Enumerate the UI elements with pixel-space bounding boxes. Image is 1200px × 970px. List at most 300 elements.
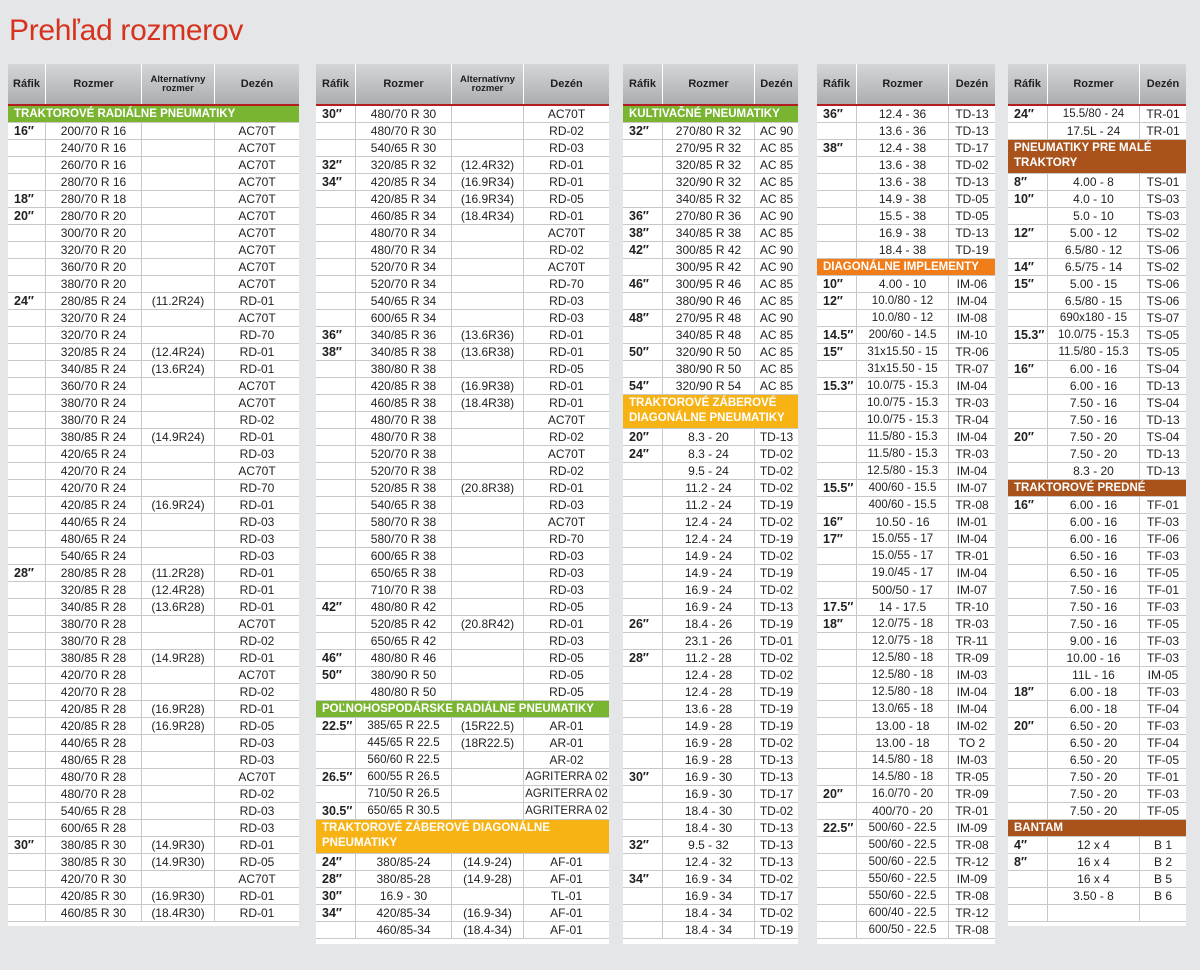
- cell-size: 460/85-34: [356, 922, 452, 938]
- table-row: [623, 888, 798, 905]
- cell-rim: [623, 718, 663, 734]
- table-row: [623, 650, 798, 667]
- cell-rim: [8, 395, 46, 411]
- cell-size: 11.2 - 24: [663, 480, 755, 496]
- cell-alt: (13.6R28): [142, 599, 215, 615]
- cell-tread: RD-01: [239, 498, 275, 512]
- cell-rim: [1008, 310, 1048, 326]
- cell-rim: 10″: [817, 276, 857, 292]
- table-row: [623, 140, 798, 157]
- table-row: [1008, 650, 1186, 667]
- table-header: [316, 64, 609, 106]
- cell-alt: (18.4R30): [142, 905, 215, 921]
- table-row: [817, 412, 995, 429]
- cell-rim: [623, 752, 663, 768]
- cell-tread: TD-05: [955, 192, 989, 206]
- cell-size: 10.0/75 - 15.3: [857, 378, 949, 394]
- cell-rim: [817, 582, 857, 598]
- cell-tread: TD-02: [759, 481, 794, 495]
- cell-size: 340/85 R 24: [46, 361, 142, 377]
- cell-alt: [142, 327, 215, 343]
- table-row: [1008, 735, 1186, 752]
- cell-tread: TD-13: [1146, 464, 1180, 478]
- cell-tread: RD-03: [239, 532, 275, 546]
- cell-rim: [316, 633, 356, 649]
- cell-tread: RD-02: [239, 685, 275, 699]
- cell-tread: AC 85: [759, 192, 794, 206]
- cell-size: 14 - 17.5: [857, 599, 949, 615]
- cell-tread: TD-13: [759, 838, 794, 852]
- cell-size: 320/90 R 50: [663, 344, 755, 360]
- cell-tread: RD-01: [549, 175, 584, 189]
- table-row: [623, 514, 798, 531]
- cell-rim: [1008, 531, 1048, 547]
- cell-size: 440/65 R 24: [46, 514, 142, 530]
- cell-alt: [452, 599, 524, 615]
- table-row: [1008, 446, 1186, 463]
- cell-tread: TS-04: [1146, 362, 1180, 376]
- table-row: [316, 531, 609, 548]
- cell-rim: 12″: [817, 293, 857, 309]
- cell-rim: [623, 157, 663, 173]
- table-row: [623, 208, 798, 225]
- cell-rim: [817, 752, 857, 768]
- cell-size: 23.1 - 26: [663, 633, 755, 649]
- table-row: [623, 259, 798, 276]
- cell-rim: [8, 327, 46, 343]
- cell-tread: RD-03: [549, 294, 584, 308]
- table-row: [316, 480, 609, 497]
- cell-size: 420/85 R 28: [46, 718, 142, 734]
- cell-tread: RD-02: [549, 124, 584, 138]
- cell-size: 9.5 - 24: [663, 463, 755, 479]
- cell-size: 320/85 R 24: [46, 344, 142, 360]
- cell-size: 9.00 - 16: [1048, 633, 1140, 649]
- cell-alt: [452, 106, 524, 122]
- cell-rim: 20″: [1008, 429, 1048, 445]
- cell-size: 16.9 - 24: [663, 582, 755, 598]
- table-row: [1008, 123, 1186, 140]
- cell-rim: [316, 684, 356, 700]
- cell-rim: [316, 548, 356, 564]
- cell-rim: 15″: [1008, 276, 1048, 292]
- table-row: [8, 429, 299, 446]
- cell-rim: 24″: [1008, 106, 1048, 122]
- table-row: [1008, 259, 1186, 276]
- table-row: [817, 922, 995, 939]
- cell-rim: 38″: [316, 344, 356, 360]
- cell-size: 15.5/80 - 24: [1048, 106, 1140, 122]
- table-row: [1008, 463, 1186, 480]
- cell-rim: [316, 395, 356, 411]
- cell-size: 380/90 R 50: [663, 361, 755, 377]
- cell-rim: [817, 463, 857, 479]
- table-row: [8, 565, 299, 582]
- cell-size: 320/85 R 32: [356, 157, 452, 173]
- table-row: [1008, 225, 1186, 242]
- cell-alt: [142, 684, 215, 700]
- table-row: [8, 480, 299, 497]
- table-row: [623, 157, 798, 174]
- cell-tread: RD-02: [549, 464, 584, 478]
- cell-size: 18.4 - 34: [663, 905, 755, 921]
- cell-rim: [8, 412, 46, 428]
- header-rim: Ráfik: [623, 64, 663, 104]
- header-tread: Dezén: [955, 77, 989, 90]
- table-row: [316, 344, 609, 361]
- table-row: [817, 429, 995, 446]
- cell-size: 480/80 R 42: [356, 599, 452, 615]
- cell-tread: TD-13: [955, 226, 989, 240]
- table-row: [623, 361, 798, 378]
- cell-rim: [8, 752, 46, 768]
- cell-size: 200/70 R 16: [46, 123, 142, 139]
- table-row: [1008, 242, 1186, 259]
- table-row: [817, 650, 995, 667]
- cell-size: 520/70 R 38: [356, 463, 452, 479]
- cell-tread: RD-02: [549, 243, 584, 257]
- table-row: [1008, 803, 1186, 820]
- table-row: [623, 429, 798, 446]
- cell-rim: [817, 633, 857, 649]
- cell-size: 12.5/80 - 18: [857, 684, 949, 700]
- cell-rim: [1008, 208, 1048, 224]
- cell-tread: RD-05: [549, 362, 584, 376]
- cell-rim: 46″: [316, 650, 356, 666]
- cell-size: 380/85 R 28: [46, 650, 142, 666]
- cell-size: 15.0/55 - 17: [857, 531, 949, 547]
- table-row: [8, 174, 299, 191]
- cell-size: 10.0/75 - 15.3: [1048, 327, 1140, 343]
- section-header: PNEUMATIKY PRE MALÉ TRAKTORY: [1008, 140, 1186, 174]
- cell-rim: 32″: [316, 157, 356, 173]
- cell-tread: AC 85: [759, 277, 794, 291]
- cell-size: 18.4 - 38: [857, 242, 949, 258]
- cell-rim: 30″: [316, 888, 356, 904]
- cell-rim: [316, 463, 356, 479]
- table-row: [316, 803, 609, 820]
- table-row: [623, 225, 798, 242]
- cell-size: 9.5 - 32: [663, 837, 755, 853]
- cell-tread: TD-17: [955, 141, 989, 155]
- cell-size: 5.0 - 10: [1048, 208, 1140, 224]
- cell-tread: TD-19: [955, 243, 989, 257]
- cell-tread: TD-13: [759, 855, 794, 869]
- cell-rim: [316, 412, 356, 428]
- cell-tread: RD-05: [239, 719, 275, 733]
- cell-rim: [623, 259, 663, 275]
- table-row: [8, 293, 299, 310]
- table-row: [8, 769, 299, 786]
- cell-tread: TD-02: [759, 906, 794, 920]
- section-header: DIAGONÁLNE IMPLEMENTY: [817, 259, 995, 276]
- cell-size: 17.5L - 24: [1048, 123, 1140, 139]
- table-row: [1008, 514, 1186, 531]
- cell-size: 380/80 R 38: [356, 361, 452, 377]
- table-row: [1008, 412, 1186, 429]
- cell-alt: (11.2R24): [142, 293, 215, 309]
- table-row: [316, 259, 609, 276]
- cell-size: 16.9 - 30: [663, 786, 755, 802]
- table-row: [623, 531, 798, 548]
- table-row: [623, 565, 798, 582]
- cell-alt: [452, 225, 524, 241]
- cell-size: 320/70 R 24: [46, 310, 142, 326]
- cell-tread: AC70T: [238, 243, 276, 257]
- table-row: [316, 208, 609, 225]
- cell-tread: TD-02: [759, 583, 794, 597]
- cell-tread: RD-01: [549, 396, 584, 410]
- table-row: [316, 565, 609, 582]
- table-header: [1008, 64, 1186, 106]
- cell-rim: 50″: [316, 667, 356, 683]
- cell-rim: [1008, 565, 1048, 581]
- cell-tread: B 6: [1153, 889, 1172, 903]
- cell-rim: 10″: [1008, 191, 1048, 207]
- cell-size: 16.9 - 30: [663, 769, 755, 785]
- table-row: [316, 871, 609, 888]
- cell-alt: (18.4R34): [452, 208, 524, 224]
- cell-alt: (11.2R28): [142, 565, 215, 581]
- table-row: [623, 378, 798, 395]
- cell-size: 540/65 R 38: [356, 497, 452, 513]
- cell-tread: TD-19: [759, 617, 794, 631]
- cell-rim: 32″: [623, 123, 663, 139]
- cell-tread: RD-70: [549, 277, 584, 291]
- cell-size: 7.50 - 16: [1048, 412, 1140, 428]
- cell-alt: (18.4-34): [452, 922, 524, 938]
- cell-tread: RD-01: [239, 583, 275, 597]
- table-row: [817, 480, 995, 497]
- cell-size: 200/60 - 14.5: [857, 327, 949, 343]
- cell-alt: [142, 531, 215, 547]
- table-row: [1008, 378, 1186, 395]
- cell-tread: RD-03: [549, 141, 584, 155]
- cell-rim: [817, 718, 857, 734]
- cell-alt: [452, 412, 524, 428]
- cell-rim: [1008, 633, 1048, 649]
- cell-rim: 20″: [817, 786, 857, 802]
- cell-size: 710/50 R 26.5: [356, 786, 452, 802]
- cell-tread: AF-01: [550, 855, 583, 869]
- table-row: [1008, 361, 1186, 378]
- table-row: [316, 429, 609, 446]
- cell-tread: B 1: [1153, 838, 1172, 852]
- cell-tread: IM-04: [956, 379, 988, 393]
- table-row: [8, 820, 299, 837]
- cell-alt: [142, 803, 215, 819]
- cell-rim: [316, 735, 356, 751]
- cell-rim: 14.5″: [817, 327, 857, 343]
- table-row: [623, 616, 798, 633]
- cell-alt: [452, 463, 524, 479]
- cell-rim: [1008, 599, 1048, 615]
- table-row: [316, 242, 609, 259]
- header-tread: Dezén: [1146, 77, 1180, 90]
- cell-alt: [452, 531, 524, 547]
- cell-alt: [142, 633, 215, 649]
- cell-alt: (16.9R38): [452, 378, 524, 394]
- table-row: [817, 599, 995, 616]
- table-row: [623, 922, 798, 939]
- cell-size: 7.50 - 20: [1048, 786, 1140, 802]
- cell-tread: B 2: [1153, 855, 1172, 869]
- table-row: [817, 548, 995, 565]
- cell-rim: [316, 565, 356, 581]
- table-row: [817, 803, 995, 820]
- cell-alt: (12.4R32): [452, 157, 524, 173]
- table-row: [316, 174, 609, 191]
- cell-size: 31x15.50 - 15: [857, 344, 949, 360]
- table-row: [8, 531, 299, 548]
- cell-size: 500/60 - 22.5: [857, 837, 949, 853]
- cell-size: 400/70 - 20: [857, 803, 949, 819]
- cell-tread: AC70T: [238, 209, 276, 223]
- cell-size: 710/70 R 38: [356, 582, 452, 598]
- cell-rim: 34″: [316, 905, 356, 921]
- cell-rim: [623, 174, 663, 190]
- cell-tread: AC70T: [238, 124, 276, 138]
- cell-tread: RD-05: [549, 192, 584, 206]
- table-row: [817, 565, 995, 582]
- table-row: [623, 582, 798, 599]
- cell-alt: [142, 259, 215, 275]
- cell-rim: 38″: [623, 225, 663, 241]
- table-row: [623, 174, 798, 191]
- cell-size: 11.2 - 24: [663, 497, 755, 513]
- cell-alt: (16.9R24): [142, 497, 215, 513]
- tire-table-1: [8, 64, 299, 926]
- cell-alt: [142, 310, 215, 326]
- cell-tread: RD-01: [239, 702, 275, 716]
- cell-size: 690x180 - 15: [1048, 310, 1140, 326]
- cell-size: 340/85 R 38: [663, 225, 755, 241]
- table-row: [623, 871, 798, 888]
- cell-alt: [142, 514, 215, 530]
- cell-alt: [452, 123, 524, 139]
- cell-rim: [8, 225, 46, 241]
- cell-rim: [316, 123, 356, 139]
- table-row: [316, 582, 609, 599]
- cell-rim: [8, 242, 46, 258]
- cell-size: 7.50 - 20: [1048, 769, 1140, 785]
- table-row: [316, 276, 609, 293]
- table-row: [8, 344, 299, 361]
- table-row: [8, 514, 299, 531]
- cell-size: 280/85 R 24: [46, 293, 142, 309]
- cell-rim: [8, 276, 46, 292]
- header-rim: Ráfik: [8, 64, 46, 104]
- cell-tread: TF-05: [1146, 566, 1179, 580]
- table-row: [1008, 786, 1186, 803]
- cell-tread: TD-02: [759, 549, 794, 563]
- cell-rim: [623, 633, 663, 649]
- cell-rim: [623, 531, 663, 547]
- cell-size: 6.00 - 16: [1048, 361, 1140, 377]
- cell-alt: [142, 208, 215, 224]
- cell-tread: IM-04: [956, 294, 988, 308]
- table-row: [1008, 293, 1186, 310]
- cell-size: 480/80 R 46: [356, 650, 452, 666]
- table-row: [8, 752, 299, 769]
- cell-rim: [817, 429, 857, 445]
- cell-rim: [623, 820, 663, 836]
- cell-size: 400/60 - 15.5: [857, 497, 949, 513]
- cell-tread: TD-02: [759, 668, 794, 682]
- table-row: [8, 548, 299, 565]
- table-row: [8, 310, 299, 327]
- cell-rim: [8, 871, 46, 887]
- cell-tread: AC70T: [238, 226, 276, 240]
- cell-size: 480/70 R 38: [356, 429, 452, 445]
- table-row: [1008, 565, 1186, 582]
- cell-rim: 50″: [623, 344, 663, 360]
- table-row: [817, 157, 995, 174]
- cell-rim: [623, 480, 663, 496]
- table-row: [817, 769, 995, 786]
- cell-tread: RD-05: [549, 668, 584, 682]
- cell-size: 380/85 R 30: [46, 854, 142, 870]
- cell-rim: [623, 565, 663, 581]
- cell-alt: (16.9-34): [452, 905, 524, 921]
- cell-tread: AF-01: [550, 906, 583, 920]
- cell-tread: RD-01: [239, 566, 275, 580]
- cell-tread: TR-09: [955, 787, 989, 801]
- cell-rim: 15″: [817, 344, 857, 360]
- cell-rim: [316, 446, 356, 462]
- cell-tread: TD-13: [1146, 379, 1180, 393]
- table-row: [1008, 106, 1186, 123]
- cell-rim: [8, 769, 46, 785]
- cell-rim: 26″: [623, 616, 663, 632]
- cell-rim: 54″: [623, 378, 663, 394]
- cell-tread: TS-01: [1146, 175, 1180, 189]
- cell-tread: RD-01: [239, 600, 275, 614]
- cell-size: 6.00 - 16: [1048, 514, 1140, 530]
- table-row: [817, 276, 995, 293]
- cell-tread: TL-01: [550, 889, 583, 903]
- cell-rim: [8, 905, 46, 921]
- table-row: [1008, 888, 1186, 905]
- cell-size: 600/65 R 38: [356, 548, 452, 564]
- cell-rim: 28″: [316, 871, 356, 887]
- cell-rim: [817, 497, 857, 513]
- table-row: [8, 718, 299, 735]
- cell-alt: [142, 616, 215, 632]
- cell-rim: [1008, 905, 1048, 921]
- cell-size: 540/65 R 28: [46, 803, 142, 819]
- table-row: [1008, 905, 1186, 922]
- cell-tread: RD-02: [239, 413, 275, 427]
- cell-tread: TR-12: [955, 906, 989, 920]
- cell-size: 460/85 R 30: [46, 905, 142, 921]
- table-row: [8, 684, 299, 701]
- header-tread: Dezén: [240, 77, 274, 90]
- cell-size: 380/70 R 24: [46, 412, 142, 428]
- cell-tread: RD-01: [549, 328, 584, 342]
- cell-tread: TD-19: [759, 923, 794, 937]
- cell-alt: (13.6R38): [452, 344, 524, 360]
- table-row: [8, 497, 299, 514]
- cell-tread: TD-13: [759, 753, 794, 767]
- table-row: [817, 310, 995, 327]
- cell-tread: TS-05: [1146, 345, 1180, 359]
- cell-tread: TR-11: [955, 634, 989, 648]
- cell-size: 520/70 R 34: [356, 259, 452, 275]
- cell-rim: [8, 531, 46, 547]
- cell-tread: TR-08: [955, 498, 989, 512]
- cell-tread: IM-01: [956, 515, 988, 529]
